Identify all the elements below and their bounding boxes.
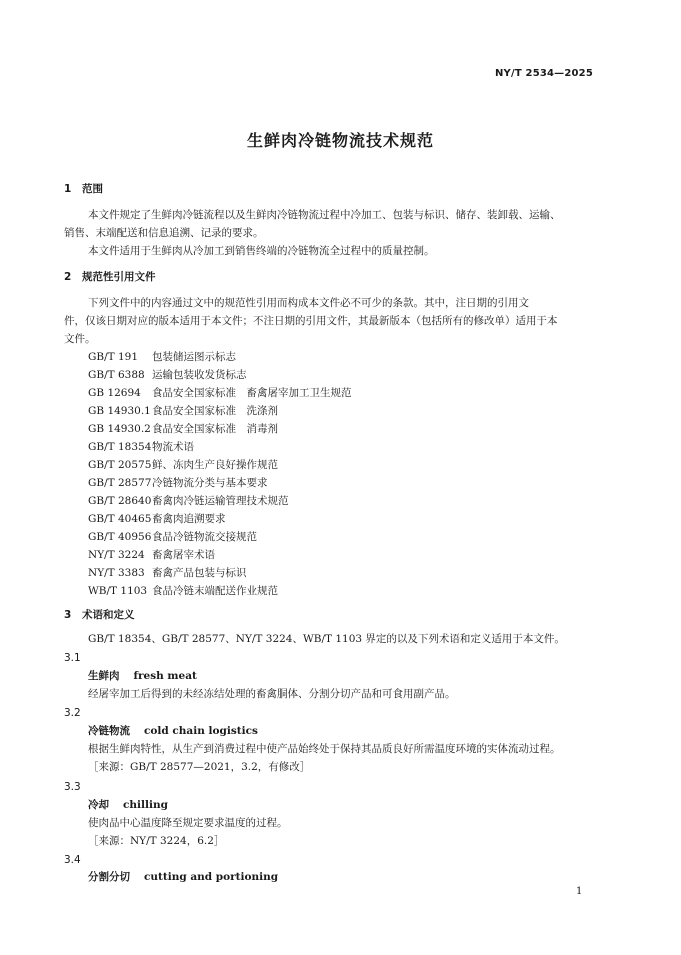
paragraph-line: 销售、末端配送和信息追溯、记录的要求。 — [64, 227, 264, 239]
term-title — [88, 724, 258, 738]
term-number: 3.1 — [64, 652, 81, 664]
term-number: 3.3 — [64, 781, 81, 793]
term-definition: 使肉品中心温度降至规定要求温度的过程。 — [88, 817, 288, 829]
reference-item — [88, 512, 226, 526]
reference-item — [88, 440, 194, 454]
reference-item — [88, 476, 268, 490]
reference-item — [88, 566, 247, 580]
reference-title: 鲜、冻肉生产良好操作规范 — [152, 459, 278, 471]
term-title — [88, 870, 278, 884]
reference-code: GB/T 20575 — [88, 459, 152, 471]
reference-title: 冷链物流分类与基本要求 — [152, 477, 268, 489]
reference-item — [88, 404, 278, 418]
term-en: chilling — [123, 799, 168, 811]
term-source: ［来源：NY/T 3224，6.2］ — [88, 835, 225, 847]
reference-title: 畜禽肉冷链运输管理技术规范 — [152, 495, 289, 507]
reference-title: 包装储运图示标志 — [152, 351, 236, 363]
reference-title: 食品冷链物流交接规范 — [152, 531, 257, 543]
reference-item — [88, 530, 257, 544]
reference-item — [88, 494, 289, 508]
term-title — [88, 669, 197, 683]
standard-code: NY/T 2534—2025 — [494, 68, 593, 79]
section-title: 范围 — [82, 183, 103, 195]
reference-item — [88, 386, 352, 400]
reference-title: 畜禽屠宰术语 — [152, 549, 215, 561]
term-source: ［来源：GB/T 28577—2021，3.2，有修改］ — [88, 761, 311, 773]
term-zh: 冷链物流 — [88, 725, 130, 737]
reference-item — [88, 422, 278, 436]
section-1-heading — [64, 182, 103, 196]
reference-code: WB/T 1103 — [88, 585, 148, 597]
document-title: 生鲜肉冷链物流技术规范 — [246, 131, 434, 150]
reference-code: GB 12694 — [88, 387, 141, 399]
reference-title: 物流术语 — [152, 441, 194, 453]
reference-code: GB/T 28640 — [88, 495, 152, 507]
term-number: 3.4 — [64, 854, 81, 866]
reference-code: GB/T 40465 — [88, 513, 152, 525]
reference-code: GB/T 6388 — [88, 369, 145, 381]
section-number: 1 — [64, 183, 72, 195]
reference-title: 食品安全国家标准 洗涤剂 — [152, 405, 278, 417]
term-zh: 分割分切 — [88, 871, 130, 883]
paragraph-line: 件，仅该日期对应的版本适用于本文件；不注日期的引用文件，其最新版本（包括所有的修改单）适用于本 — [64, 315, 558, 327]
term-zh: 冷却 — [88, 799, 109, 811]
reference-code: GB 14930.1 — [88, 405, 151, 417]
reference-title: 食品冷链末端配送作业规范 — [152, 585, 278, 597]
paragraph-line: 本文件适用于生鲜肉从冷加工到销售终端的冷链物流全过程中的质量控制。 — [88, 245, 435, 257]
page-number: 1 — [576, 886, 583, 897]
paragraph-line: GB/T 18354、GB/T 28577、NY/T 3224、WB/T 1103 界定的以及下列术语和定义适用于本文件。 — [88, 633, 565, 645]
term-en: cold chain logistics — [144, 725, 258, 737]
reference-item — [88, 584, 278, 598]
term-definition: 经屠宰加工后得到的未经冻结处理的畜禽胴体、分割分切产品和可食用副产品。 — [88, 688, 456, 700]
reference-item — [88, 350, 236, 364]
term-en: fresh meat — [133, 670, 197, 682]
reference-code: GB 14930.2 — [88, 423, 151, 435]
section-title: 规范性引用文件 — [82, 271, 156, 283]
reference-item — [88, 548, 215, 562]
reference-code: NY/T 3224 — [88, 549, 145, 561]
term-number: 3.2 — [64, 707, 81, 719]
term-zh: 生鲜肉 — [88, 670, 120, 682]
paragraph-line: 下列文件中的内容通过文中的规范性引用而构成本文件必不可少的条款。其中，注日期的引用文 — [88, 297, 529, 309]
reference-code: GB/T 191 — [88, 351, 139, 363]
reference-code: GB/T 28577 — [88, 477, 152, 489]
reference-code: NY/T 3383 — [88, 567, 145, 579]
section-3-heading — [64, 608, 135, 622]
reference-item — [88, 368, 247, 382]
term-title — [88, 798, 168, 812]
reference-item — [88, 458, 278, 472]
reference-title: 运输包装收发货标志 — [152, 369, 247, 381]
section-title: 术语和定义 — [82, 609, 135, 621]
reference-title: 食品安全国家标准 消毒剂 — [152, 423, 278, 435]
reference-title: 食品安全国家标准 畜禽屠宰加工卫生规范 — [152, 387, 352, 399]
term-en: cutting and portioning — [144, 871, 279, 883]
section-2-heading — [64, 270, 156, 284]
term-definition: 根据生鲜肉特性，从生产到消费过程中使产品始终处于保持其品质良好所需温度环境的实体流动过程。 — [88, 743, 561, 755]
paragraph-line: 本文件规定了生鲜肉冷链流程以及生鲜肉冷链物流过程中冷加工、包装与标识、储存、装卸载、运输、 — [88, 209, 561, 221]
reference-title: 畜禽肉追溯要求 — [152, 513, 226, 525]
paragraph-line: 文件。 — [64, 333, 96, 345]
reference-code: GB/T 40956 — [88, 531, 152, 543]
section-number: 3 — [64, 609, 72, 621]
reference-code: GB/T 18354 — [88, 441, 152, 453]
section-number: 2 — [64, 271, 72, 283]
reference-title: 畜禽产品包装与标识 — [152, 567, 247, 579]
